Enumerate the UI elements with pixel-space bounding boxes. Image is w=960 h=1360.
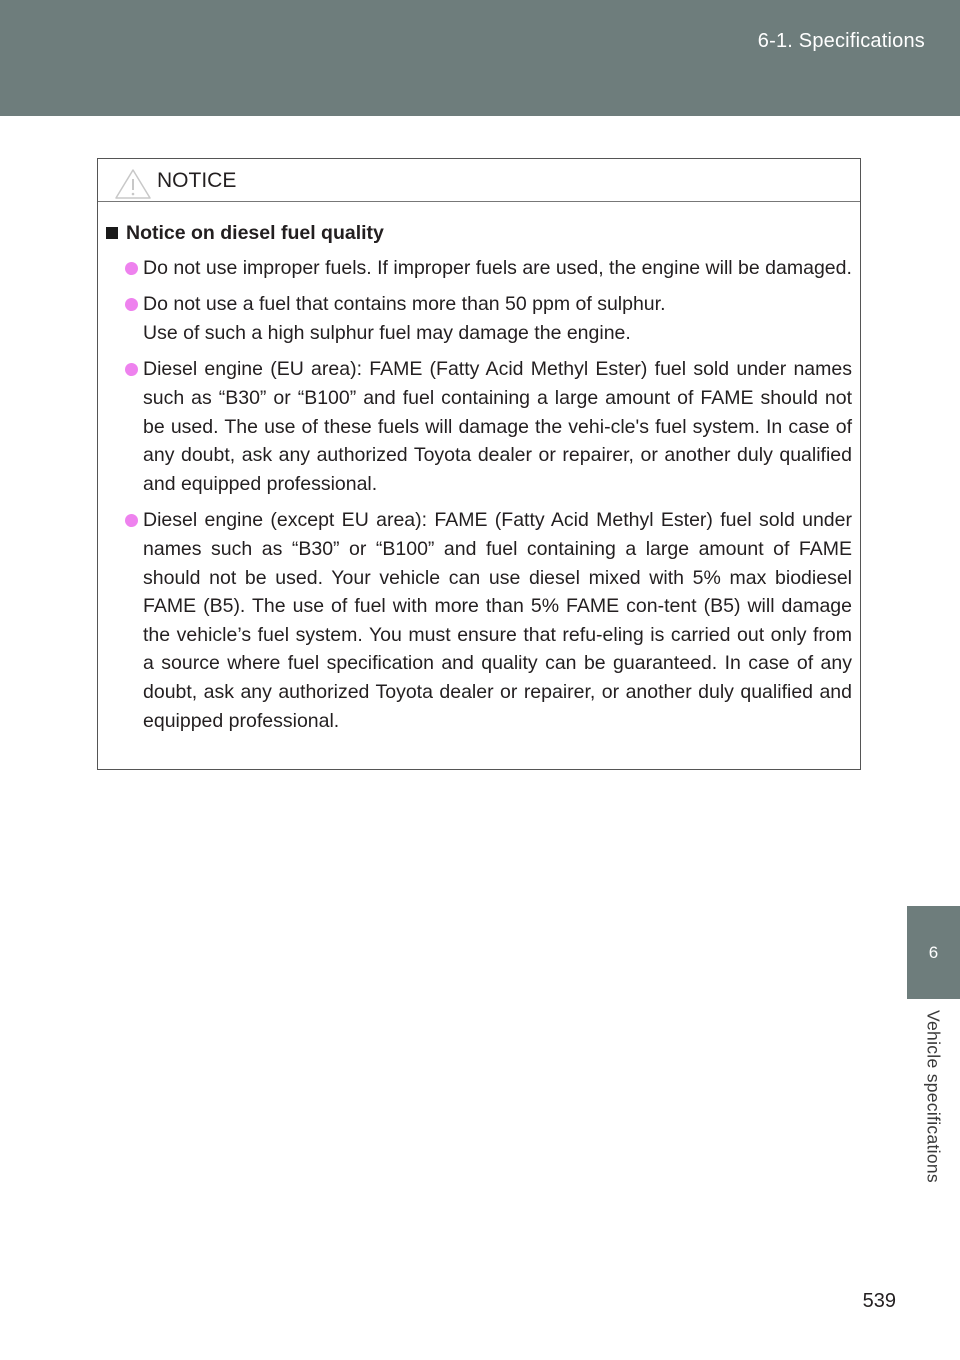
notice-title: NOTICE <box>157 169 237 192</box>
list-item <box>106 355 852 498</box>
list-item <box>106 506 852 735</box>
list-item-text: Diesel engine (EU area): FAME (Fatty Acid Methyl Ester) fuel sold under names such as “B30” or “B100” and fuel containing a large amount of FAME should not be used. The use of these fuels will damage the vehi-cle's fuel system. In case of any doubt, ask any authorized Toyota dealer or repairer, or another duly qualified and equipped professional. <box>143 358 852 495</box>
list-item-text: Do not use a fuel that contains more than 50 ppm of sulphur. <box>143 293 666 316</box>
chapter-number: 6 <box>928 943 939 962</box>
notice-header <box>98 159 860 202</box>
square-bullet-icon <box>106 227 118 239</box>
list-item-text: Diesel engine (except EU area): FAME (Fatty Acid Methyl Ester) fuel sold under names such as “B30” or “B100” and fuel containing a large amount of FAME should not be used. Your vehicle can use diesel mixed with 5% max biodiesel FAME (B5). The use of fuel with more than 5% FAME con-tent (B5) will damage the vehicle’s fuel system. You must ensure that refu-eling is carried out only from a source where fuel specification and quality can be guaranteed. In case of any doubt, ask any authorized Toyota dealer or repairer, or another duly qualified and equipped professional. <box>143 509 852 732</box>
circle-bullet-icon <box>125 262 138 275</box>
list-item-text: Do not use improper fuels. If improper fuels are used, the engine will be damaged. <box>143 256 852 279</box>
notice-heading-text: Notice on diesel fuel quality <box>126 222 384 244</box>
circle-bullet-icon <box>125 298 138 311</box>
section-title: 6-1. Specifications <box>757 30 925 52</box>
chapter-label: Vehicle specifications <box>923 1010 944 1183</box>
page-number: 539 <box>862 1290 896 1312</box>
chapter-label-wrap <box>914 1010 952 1215</box>
circle-bullet-icon <box>125 514 138 527</box>
list-item <box>106 290 852 347</box>
list-item <box>106 254 852 283</box>
circle-bullet-icon <box>125 363 138 376</box>
header-bar <box>0 0 960 116</box>
warning-triangle-icon <box>113 167 153 201</box>
chapter-tab <box>907 906 960 999</box>
notice-box <box>97 158 861 770</box>
list-item-text-line2: Use of such a high sulphur fuel may damage the engine. <box>143 321 631 344</box>
notice-heading <box>106 219 852 248</box>
notice-body <box>106 219 852 743</box>
